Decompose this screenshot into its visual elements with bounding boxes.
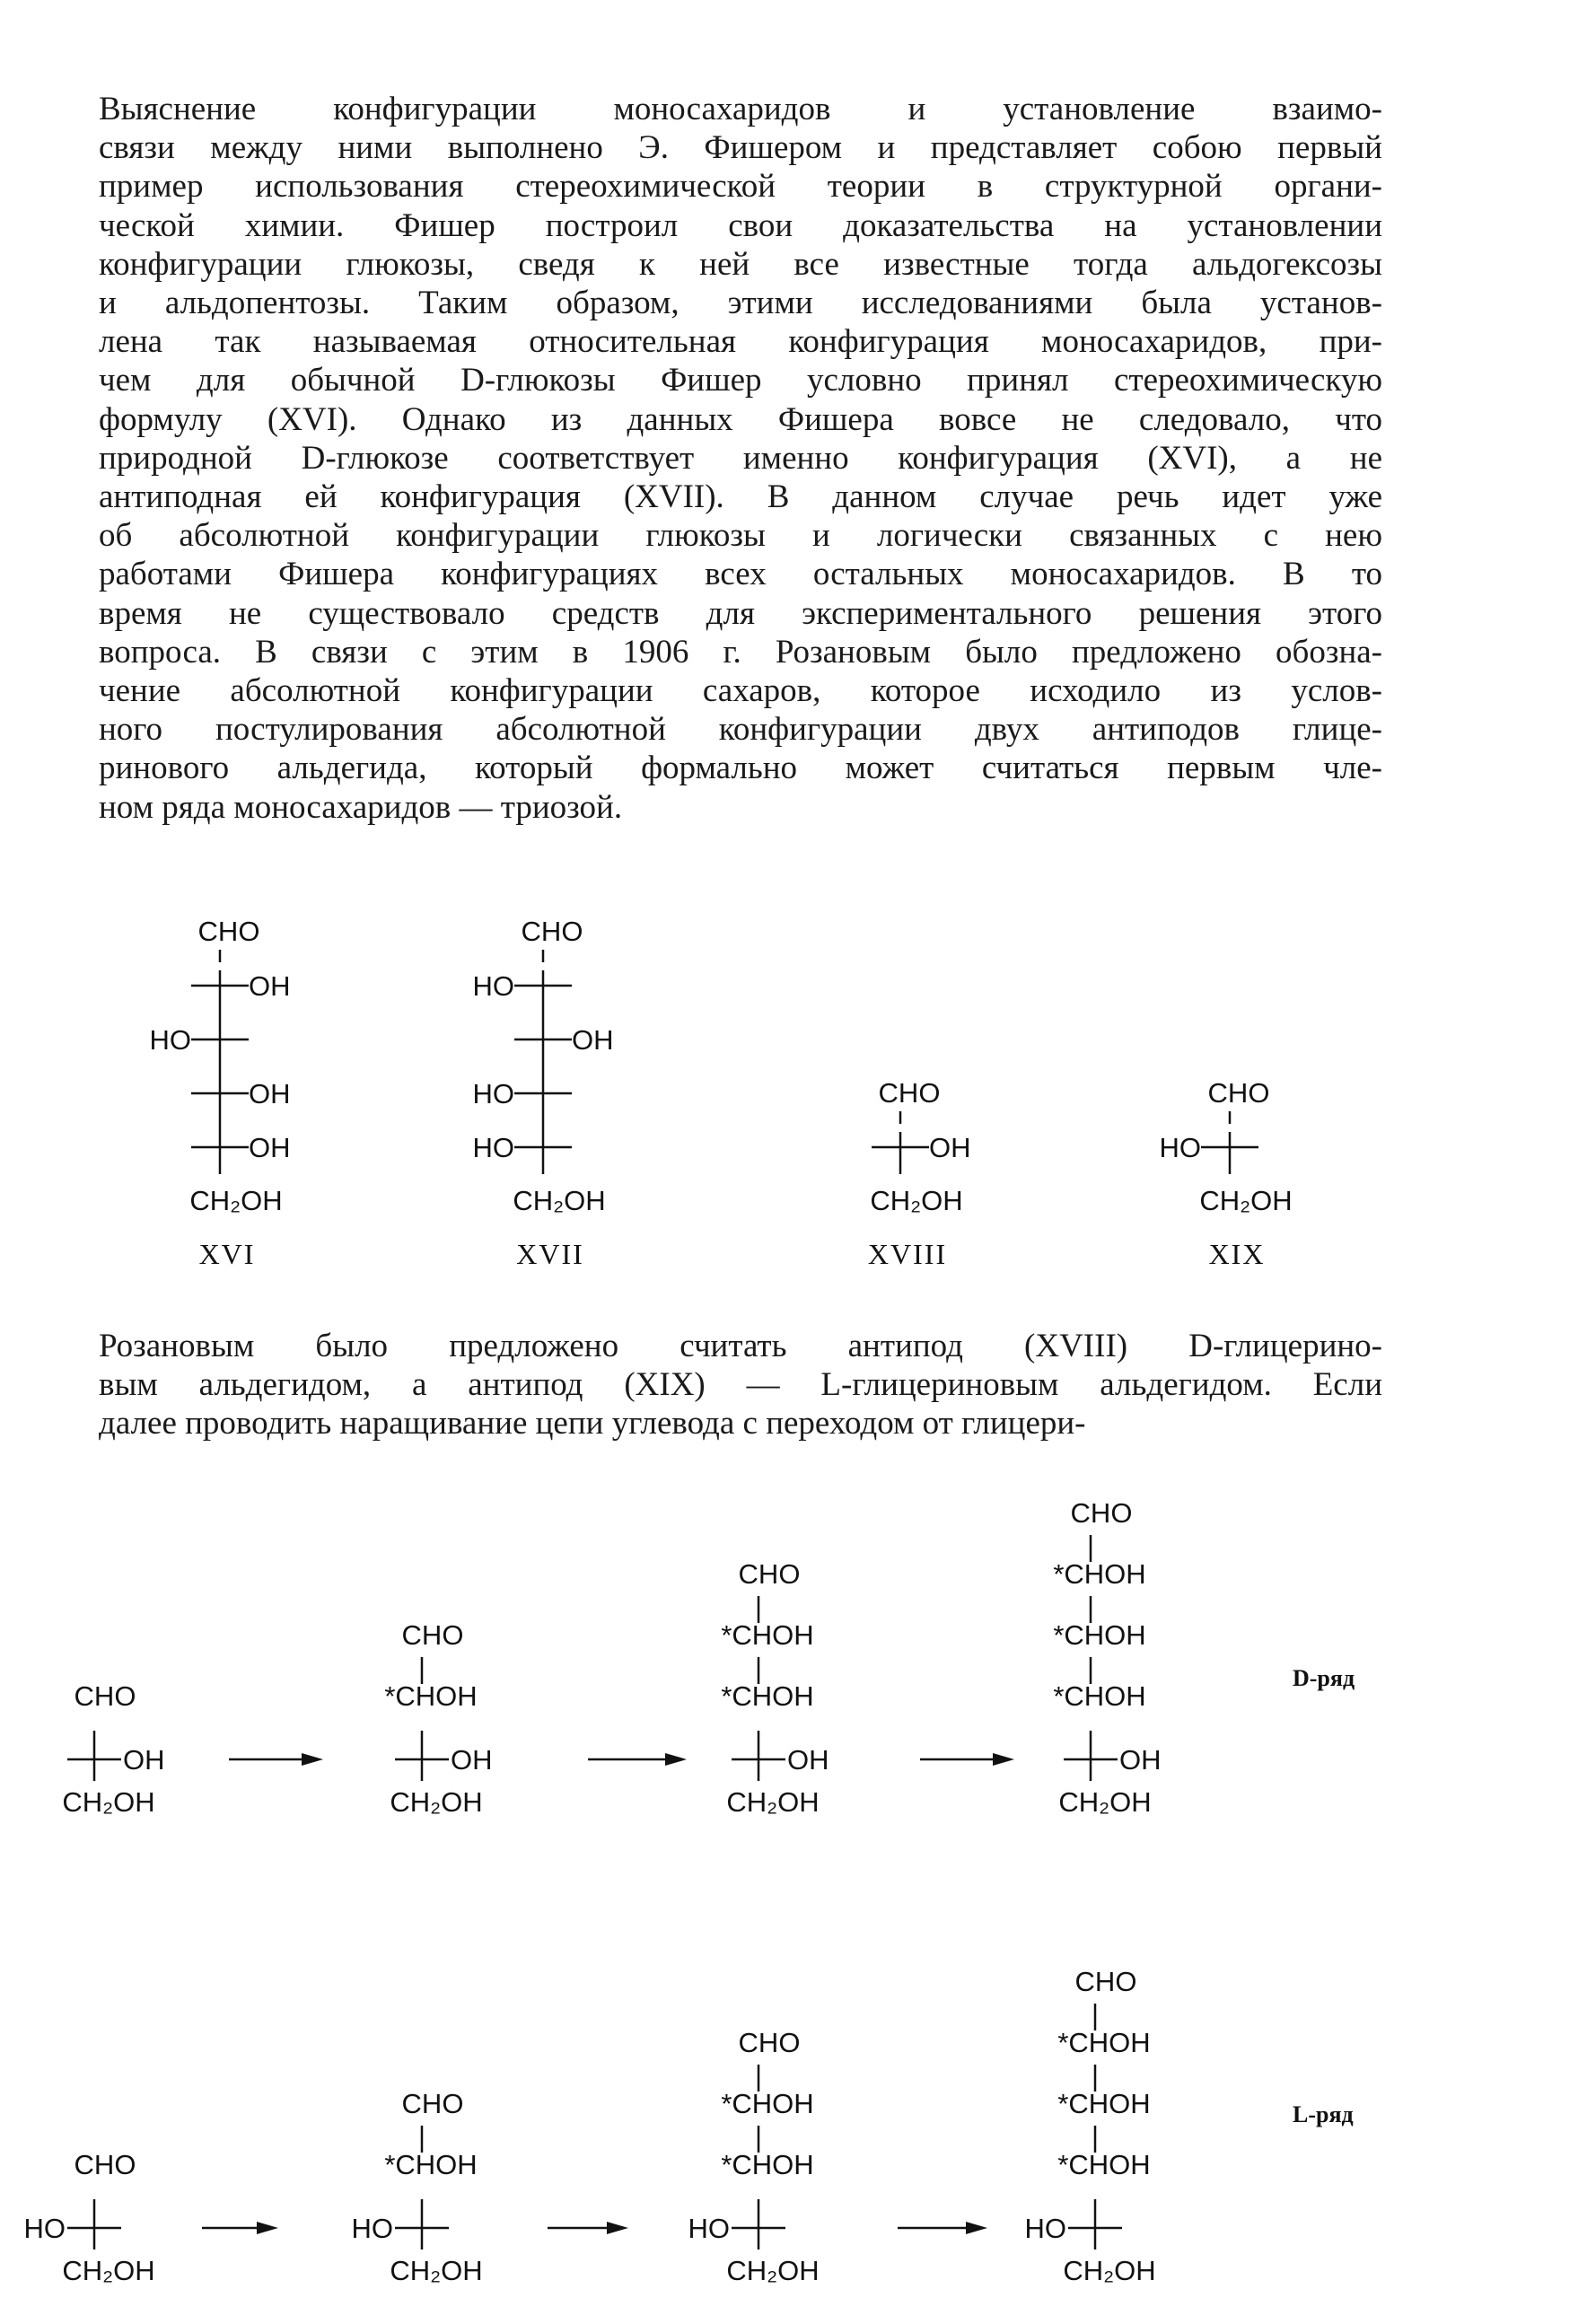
ch2oh-group: CH₂OH bbox=[726, 1786, 820, 1818]
arrowhead bbox=[993, 1753, 1014, 1766]
reaction-arrow bbox=[229, 1753, 323, 1766]
hydroxyl-group: HO bbox=[149, 1024, 191, 1056]
reaction-arrow bbox=[898, 2222, 987, 2234]
chiral-choh-group: *CHOH bbox=[1057, 2088, 1151, 2119]
formula-label: XIX bbox=[1208, 1238, 1266, 1270]
chiral-choh-group: *CHOH bbox=[384, 2149, 478, 2180]
hydroxyl-group: OH bbox=[787, 1744, 829, 1776]
cho-group: CHO bbox=[1207, 1077, 1270, 1109]
arrowhead bbox=[302, 1753, 323, 1766]
text-line: ном ряда моносахаридов — триозой. bbox=[99, 788, 623, 826]
formula-xix bbox=[1160, 1077, 1293, 1270]
ch2oh-group: CH₂OH bbox=[62, 1786, 155, 1818]
chiral-choh-group: *CHOH bbox=[721, 1619, 814, 1651]
ch2oh-group: CH₂OH bbox=[189, 1185, 283, 1216]
cho-group: CHO bbox=[738, 2027, 801, 2058]
l-series-label: L-ряд bbox=[1293, 2101, 1354, 2127]
hydroxyl-group: HO bbox=[472, 970, 514, 1002]
reaction-arrow bbox=[202, 2222, 278, 2234]
cho-group: CHO bbox=[401, 1619, 464, 1651]
ch2oh-group: CH₂OH bbox=[1199, 1185, 1293, 1216]
cho-group: CHO bbox=[521, 916, 583, 947]
hydroxyl-group: HO bbox=[472, 1078, 514, 1109]
arrowhead bbox=[257, 2222, 278, 2234]
hydroxyl-group: HO bbox=[1159, 1132, 1201, 1163]
cho-group: CHO bbox=[738, 1558, 801, 1590]
d-tetrose bbox=[384, 1619, 492, 1818]
cho-group: CHO bbox=[1070, 1497, 1133, 1529]
cho-group: CHO bbox=[74, 2149, 136, 2180]
cho-group: CHO bbox=[74, 1680, 136, 1712]
chiral-choh-group: *CHOH bbox=[1053, 1558, 1146, 1590]
hydroxyl-group: HO bbox=[472, 1132, 514, 1163]
ch2oh-group: CH₂OH bbox=[62, 2255, 155, 2286]
text-line: чение абсолютной конфигурации сахаров, которое исходило из услов- bbox=[99, 672, 1382, 710]
text-line: ринового альдегида, который формально может считаться первым чле- bbox=[99, 750, 1382, 787]
formula-xviii bbox=[868, 1077, 971, 1270]
text-line: вопроса. В связи с этим в 1906 г. Розановым было предложено обозна- bbox=[99, 633, 1382, 671]
ch2oh-group: CH₂OH bbox=[390, 1786, 483, 1818]
d-series-label: D-ряд bbox=[1293, 1665, 1355, 1691]
hydroxyl-group: HO bbox=[23, 2213, 66, 2244]
chiral-choh-group: *CHOH bbox=[1053, 1680, 1146, 1712]
l-pentose bbox=[688, 2027, 820, 2286]
cho-group: CHO bbox=[401, 2088, 464, 2119]
ch2oh-group: CH₂OH bbox=[1058, 1786, 1152, 1818]
hydroxyl-group: OH bbox=[451, 1744, 493, 1776]
chiral-choh-group: *CHOH bbox=[721, 2149, 814, 2180]
cho-group: CHO bbox=[197, 916, 260, 947]
text-line: чем для обычной D-глюкозы Фишер условно принял стереохимическую bbox=[99, 362, 1382, 399]
text-line: Розановым было предложено считать антипод (XVIII) D-глицерино- bbox=[99, 1328, 1382, 1364]
d-glyceraldehyde bbox=[62, 1680, 164, 1818]
formula-label: XVII bbox=[516, 1238, 584, 1270]
chiral-choh-group: *CHOH bbox=[721, 1680, 814, 1712]
formula-xvi bbox=[150, 916, 291, 1270]
cho-group: CHO bbox=[878, 1077, 941, 1109]
reaction-arrow bbox=[588, 1753, 687, 1766]
reaction-arrow bbox=[548, 2222, 628, 2234]
text-line: и альдопентозы. Таким образом, этими исследованиями была установ- bbox=[99, 285, 1382, 322]
formula-label: XVIII bbox=[867, 1238, 948, 1270]
ch2oh-group: CH₂OH bbox=[726, 2255, 820, 2286]
hydroxyl-group: HO bbox=[1024, 2213, 1066, 2244]
text-line: вым альдегидом, а антипод (XIX) — L-глицериновым альдегидом. Если bbox=[99, 1366, 1382, 1404]
chiral-choh-group: *CHOH bbox=[1057, 2027, 1151, 2058]
text-line: ческой химии. Фишер построил свои доказательства на установлении bbox=[99, 206, 1382, 244]
l-hexose bbox=[1025, 1966, 1156, 2286]
arrowhead bbox=[966, 2222, 987, 2234]
hydroxyl-group: OH bbox=[1119, 1744, 1162, 1776]
l-tetrose bbox=[352, 2088, 483, 2286]
d-hexose bbox=[1053, 1497, 1161, 1818]
hydroxyl-group: OH bbox=[249, 1078, 291, 1109]
formula-label: XVI bbox=[198, 1238, 256, 1270]
text-line: Выяснение конфигурации моносахаридов и установление взаимо- bbox=[99, 91, 1382, 127]
text-line: работами Фишера конфигурациях всех остальных моносахаридов. В то bbox=[99, 556, 1382, 593]
chiral-choh-group: *CHOH bbox=[384, 1680, 478, 1712]
chiral-choh-group: *CHOH bbox=[721, 2088, 814, 2119]
d-pentose bbox=[721, 1558, 829, 1818]
text-line: конфигурации глюкозы, сведя к ней все известные тогда альдогексозы bbox=[99, 245, 1382, 283]
hydroxyl-group: HO bbox=[351, 2213, 393, 2244]
text-line: антиподная ей конфигурация (XVII). В данном случае речь идет уже bbox=[99, 478, 1382, 516]
hydroxyl-group: OH bbox=[929, 1132, 971, 1163]
ch2oh-group: CH₂OH bbox=[1063, 2255, 1156, 2286]
text-line: об абсолютной конфигурации глюкозы и логически связанных с нею bbox=[99, 517, 1382, 555]
arrowhead bbox=[607, 2222, 628, 2234]
ch2oh-group: CH₂OH bbox=[870, 1185, 963, 1216]
text-line: лена так называемая относительная конфигурация моносахаридов, при- bbox=[99, 323, 1382, 361]
text-line: далее проводить наращивание цепи углевода с переходом от глицери- bbox=[99, 1405, 1086, 1443]
text-line: время не существовало средств для экспериментального решения этого bbox=[99, 594, 1382, 632]
chiral-choh-group: *CHOH bbox=[1057, 2149, 1151, 2180]
chiral-choh-group: *CHOH bbox=[1053, 1619, 1146, 1651]
hydroxyl-group: OH bbox=[123, 1744, 165, 1776]
text-line: пример использования стереохимической теории в структурной органи- bbox=[99, 168, 1382, 206]
hydroxyl-group: OH bbox=[249, 970, 291, 1002]
ch2oh-group: CH₂OH bbox=[390, 2255, 483, 2286]
hydroxyl-group: HO bbox=[688, 2213, 730, 2244]
formula-xvii bbox=[473, 916, 614, 1270]
hydroxyl-group: OH bbox=[249, 1132, 291, 1163]
reaction-arrow bbox=[920, 1753, 1014, 1766]
text-line: ного постулирования абсолютной конфигурации двух антиподов глице- bbox=[99, 711, 1382, 749]
text-line: природной D-глюкозе соответствует именно конфигурация (XVI), а не bbox=[99, 439, 1382, 477]
l-glyceraldehyde bbox=[24, 2149, 155, 2286]
text-line: формулу (XVI). Однако из данных Фишера вовсе не следовало, что bbox=[99, 400, 1382, 438]
ch2oh-group: CH₂OH bbox=[513, 1185, 606, 1216]
arrowhead bbox=[665, 1753, 687, 1766]
hydroxyl-group: OH bbox=[572, 1024, 614, 1056]
cho-group: CHO bbox=[1074, 1966, 1137, 1997]
text-line: связи между ними выполнено Э. Фишером и представляет собою первый bbox=[99, 129, 1382, 167]
